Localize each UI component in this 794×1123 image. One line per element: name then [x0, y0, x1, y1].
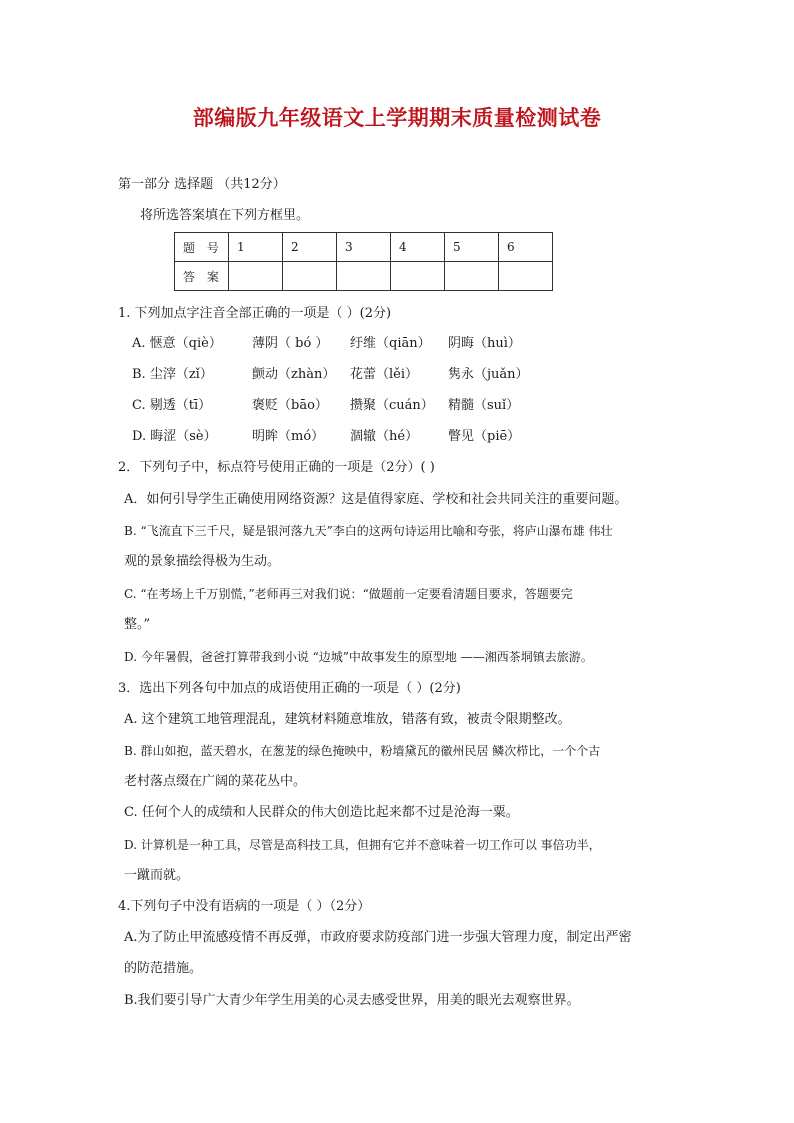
section-heading: 第一部分 选择题 （共12分） — [118, 177, 286, 192]
question-number-cell: 4 — [391, 233, 445, 262]
option-item: 薄阴（ bó ） — [252, 336, 329, 351]
option-item: 精髓（suǐ） — [448, 398, 520, 413]
question-2-option-b-line1: B. “飞流直下三千尺，疑是银河落九天”李白的这两句诗运用比喻和夸张，将庐山瀑布雄 伟壮 — [124, 524, 613, 538]
question-2-option-d: D. 今年暑假，爸爸打算带我到小说 “边城”中故事发生的原型地 ——湘西茶垌镇去旅游。 — [124, 650, 593, 664]
option-item: D. 晦涩（sè） — [132, 429, 217, 444]
option-item: 阴晦（huì） — [448, 336, 521, 351]
option-item: 瞥见（piē） — [448, 429, 521, 444]
option-item: 颤动（zhàn） — [252, 367, 336, 382]
answer-cell — [337, 262, 391, 291]
option-item: 明眸（mó） — [252, 429, 325, 444]
question-3-option-d-line2: 一蹴而就。 — [124, 868, 190, 883]
answer-table — [174, 232, 553, 291]
question-2-option-c-line1: C. “在考场上千万别慌，”老师再三对我们说：“做题前一定要看清题目要求，答题要完 — [124, 587, 573, 601]
option-item: 褒贬（bāo） — [252, 398, 328, 413]
question-2-option-c-line2: 整。” — [124, 617, 151, 632]
question-1-option-a — [132, 335, 521, 353]
question-number-cell: 2 — [283, 233, 337, 262]
question-4-option-a-line2: 的防范措施。 — [124, 961, 203, 976]
question-4-option-a-line1: A.为了防止甲流感疫情不再反弹，市政府要求防疫部门进一步强大管理力度，制定出严密 — [124, 930, 632, 945]
option-item: A. 惬意（qiè） — [132, 336, 222, 351]
option-item: B. 尘滓（zǐ） — [132, 367, 213, 382]
question-3-option-d-line1: D. 计算机是一种工具，尽管是高科技工具，但拥有它并不意味着一切工作可以 事倍功半， — [124, 838, 601, 852]
option-item: 攒聚（cuán） — [350, 398, 434, 413]
answer-table-answer-row — [175, 262, 553, 291]
option-item: 花蕾（lěi） — [350, 367, 419, 382]
table-row-label: 答 案 — [175, 262, 229, 291]
question-3-stem: 3．选出下列各句中加点的成语使用正确的一项是（ ）(2分) — [118, 681, 461, 696]
question-1-option-d — [132, 428, 520, 446]
option-item: C. 剔透（tī） — [132, 398, 212, 413]
question-2-option-a: A．如何引导学生正确使用网络资源？这是值得家庭、学校和社会共同关注的重要问题。 — [124, 492, 628, 507]
question-1-option-c — [132, 397, 519, 415]
question-2-stem: 2．下列句子中，标点符号使用正确的一项是（2分）( ) — [118, 460, 435, 475]
question-3-option-b-line1: B. 群山如抱，蓝天碧水，在葱茏的绿色掩映中，粉墙黛瓦的徽州民居 鳞次栉比，一个个古 — [124, 744, 601, 758]
section-instruction: 将所选答案填在下列方框里。 — [140, 208, 310, 223]
question-1-stem: 1. 下列加点字注音全部正确的一项是（ ）(2分) — [118, 306, 392, 321]
answer-table-number-row — [175, 233, 553, 262]
question-3-option-b-line2: 老村落点缀在广阔的菜花丛中。 — [124, 774, 307, 789]
question-2-option-b-line2: 观的景象描绘得极为生动。 — [124, 554, 281, 569]
question-number-cell: 6 — [499, 233, 553, 262]
option-item: 纡维（qiān） — [350, 336, 431, 351]
exam-title: 部编版九年级语文上学期期末质量检测试卷 — [192, 106, 602, 130]
question-4-stem: 4.下列句子中没有语病的一项是（ ）（2分） — [118, 899, 371, 914]
option-item: 涸辙（hé） — [350, 429, 419, 444]
answer-cell — [229, 262, 283, 291]
question-3-option-a: A. 这个建筑工地管理混乱，建筑材料随意堆放，错落有致，被责令限期整改。 — [124, 712, 571, 727]
question-number-cell: 1 — [229, 233, 283, 262]
answer-cell — [283, 262, 337, 291]
answer-cell — [445, 262, 499, 291]
answer-cell — [391, 262, 445, 291]
option-item: 隽永（juǎn） — [448, 367, 529, 382]
question-number-cell: 5 — [445, 233, 499, 262]
table-row-label: 题 号 — [175, 233, 229, 262]
question-3-option-c: C. 任何个人的成绩和人民群众的伟大创造比起来都不过是沧海一粟。 — [124, 805, 519, 820]
question-number-cell: 3 — [337, 233, 391, 262]
question-1-option-b — [132, 366, 529, 384]
question-4-option-b: B.我们要引导广大青少年学生用美的心灵去感受世界，用美的眼光去观察世界。 — [124, 993, 580, 1008]
answer-cell — [499, 262, 553, 291]
